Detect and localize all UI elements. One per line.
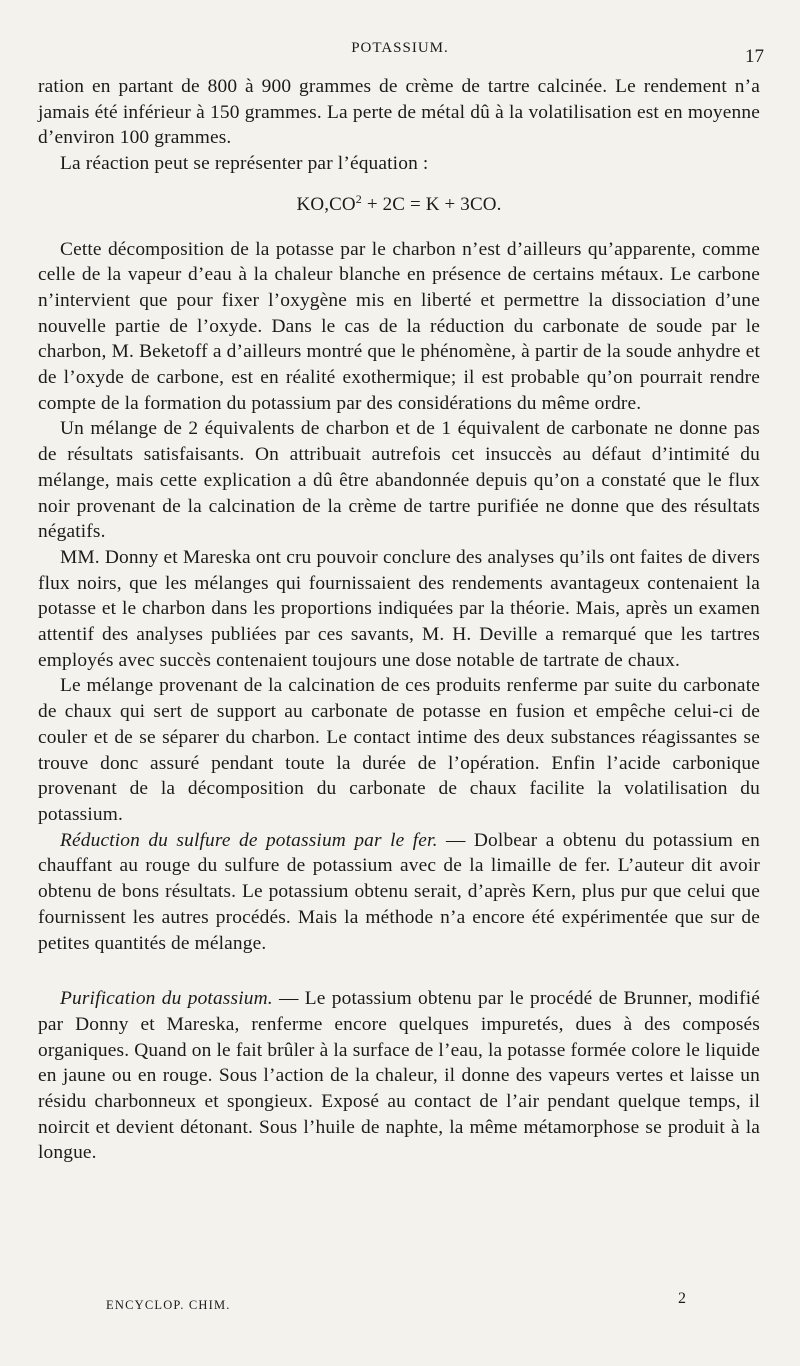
paragraph-decomposition: Cette décomposition de la potasse par le charbon n’est d’ailleurs qu’apparente, comme celle de la vapeur d’eau à la chaleur blanche en présence de certains métaux. Le carbone n’intervient que pour fixer l’oxygène mis en liberté et permettre la dissociation d’une nouvelle partie de l’oxyde. Dans le cas de la réduction du carbonate de soude par le charbon, M. Beketoff a d’ailleurs montré que le phénomène, à partir de la soude anhydre et de l’oxyde de carbone, est en réalité exothermique; il est probable qu’on pourrait rendre compte de la formation du potassium par des considérations du même ordre. [38, 238, 760, 414]
paragraph-mixture: Un mélange de 2 équivalents de charbon et de 1 équivalent de carbonate ne donne pas de résultats satisfaisants. On attribuait autrefois cet insuccès au défaut d’intimité du mélange, mais cette explication a dû être abandonnée depuis qu’on a constaté que le flux noir provenant de la calcination de la crème de tartre purifiée ne donne que des résultats négatifs. [38, 418, 760, 543]
running-title: POTASSIUM. [351, 40, 449, 56]
sheet-number: 2 [678, 1290, 686, 1307]
running-head [0, 40, 800, 67]
section-text-reduction: — Dolbear a obtenu du potassium en chauffant au rouge du sulfure de potassium avec de la limaille de fer. L’auteur dit avoir obtenu de bons résultats. Le potassium obtenu serait, d’après Kern, plus pur que celui que fournissent les autres procédés. Mais la méthode n’a encore été expérimentée que sur de petites quantités de mélange. [38, 829, 760, 954]
paragraph-donny-mareska: MM. Donny et Mareska ont cru pouvoir conclure des analyses qu’ils ont faites de divers flux noirs, que les mélanges qui fournissaient des rendements avantageux contenaient la potasse et le charbon dans les proportions indiquées par la théorie. Mais, après un examen attentif des analyses publiées par ces savants, M. H. Deville a remarqué que les tartres employés avec succès contenaient toujours une dose notable de tartrate de chaux. [38, 546, 760, 671]
section-text-purification: — Le potassium obtenu par le procédé de Brunner, modifié par Donny et Mareska, renferme encore quelques impuretés, dues à des composés organiques. Quand on le fait brûler à la surface de l’eau, la potasse formée colore le liquide en jaune ou en rouge. Sous l’action de la chaleur, il donne des vapeurs vertes et laisse un résidu charbonneux et spongieux. Exposé au contact de l’air pendant quelque temps, il noircit et devient détonant. Sous l’huile de naphte, la même métamorphose se produit à la longue. [38, 988, 760, 1164]
body-text [38, 74, 760, 1166]
printer-signature: ENCYCLOP. CHIM. [106, 1298, 231, 1312]
page-number: 17 [745, 46, 764, 67]
section-purification [38, 986, 760, 1166]
equation-rhs: + 2C = K + 3CO. [361, 193, 502, 215]
section-reduction [38, 828, 760, 957]
chemical-equation [38, 192, 760, 218]
paragraph-calcination: Le mélange provenant de la calcination de ces produits renferme par suite du carbonate de chaux qui sert de support au carbonate de potasse en fusion et empêche celui-ci de couler et de se séparer du charbon. Le contact intime des deux substances réagissantes se trouve donc assuré pendant toute la durée de l’opération. Enfin l’acide carbonique provenant de la décomposition du carbonate de chaux facilite la volatilisation du potassium. [38, 675, 760, 825]
section-heading-purification: Purification du potassium. [60, 988, 273, 1010]
page-footer [0, 1290, 800, 1320]
section-heading-reduction: Réduction du sulfure de potassium par le fer. [60, 829, 438, 851]
equation-lhs: KO,CO [296, 193, 356, 215]
paragraph-continuation: ration en partant de 800 à 900 grammes de crème de tartre calcinée. Le rendement n’a jamais été inférieur à 150 grammes. La perte de métal dû à la volatilisation est en moyenne d’environ 100 grammes. [38, 76, 760, 149]
equation-superscript: 2 [355, 191, 362, 206]
paragraph-equation-intro: La réaction peut se représenter par l’équation : [60, 153, 429, 175]
